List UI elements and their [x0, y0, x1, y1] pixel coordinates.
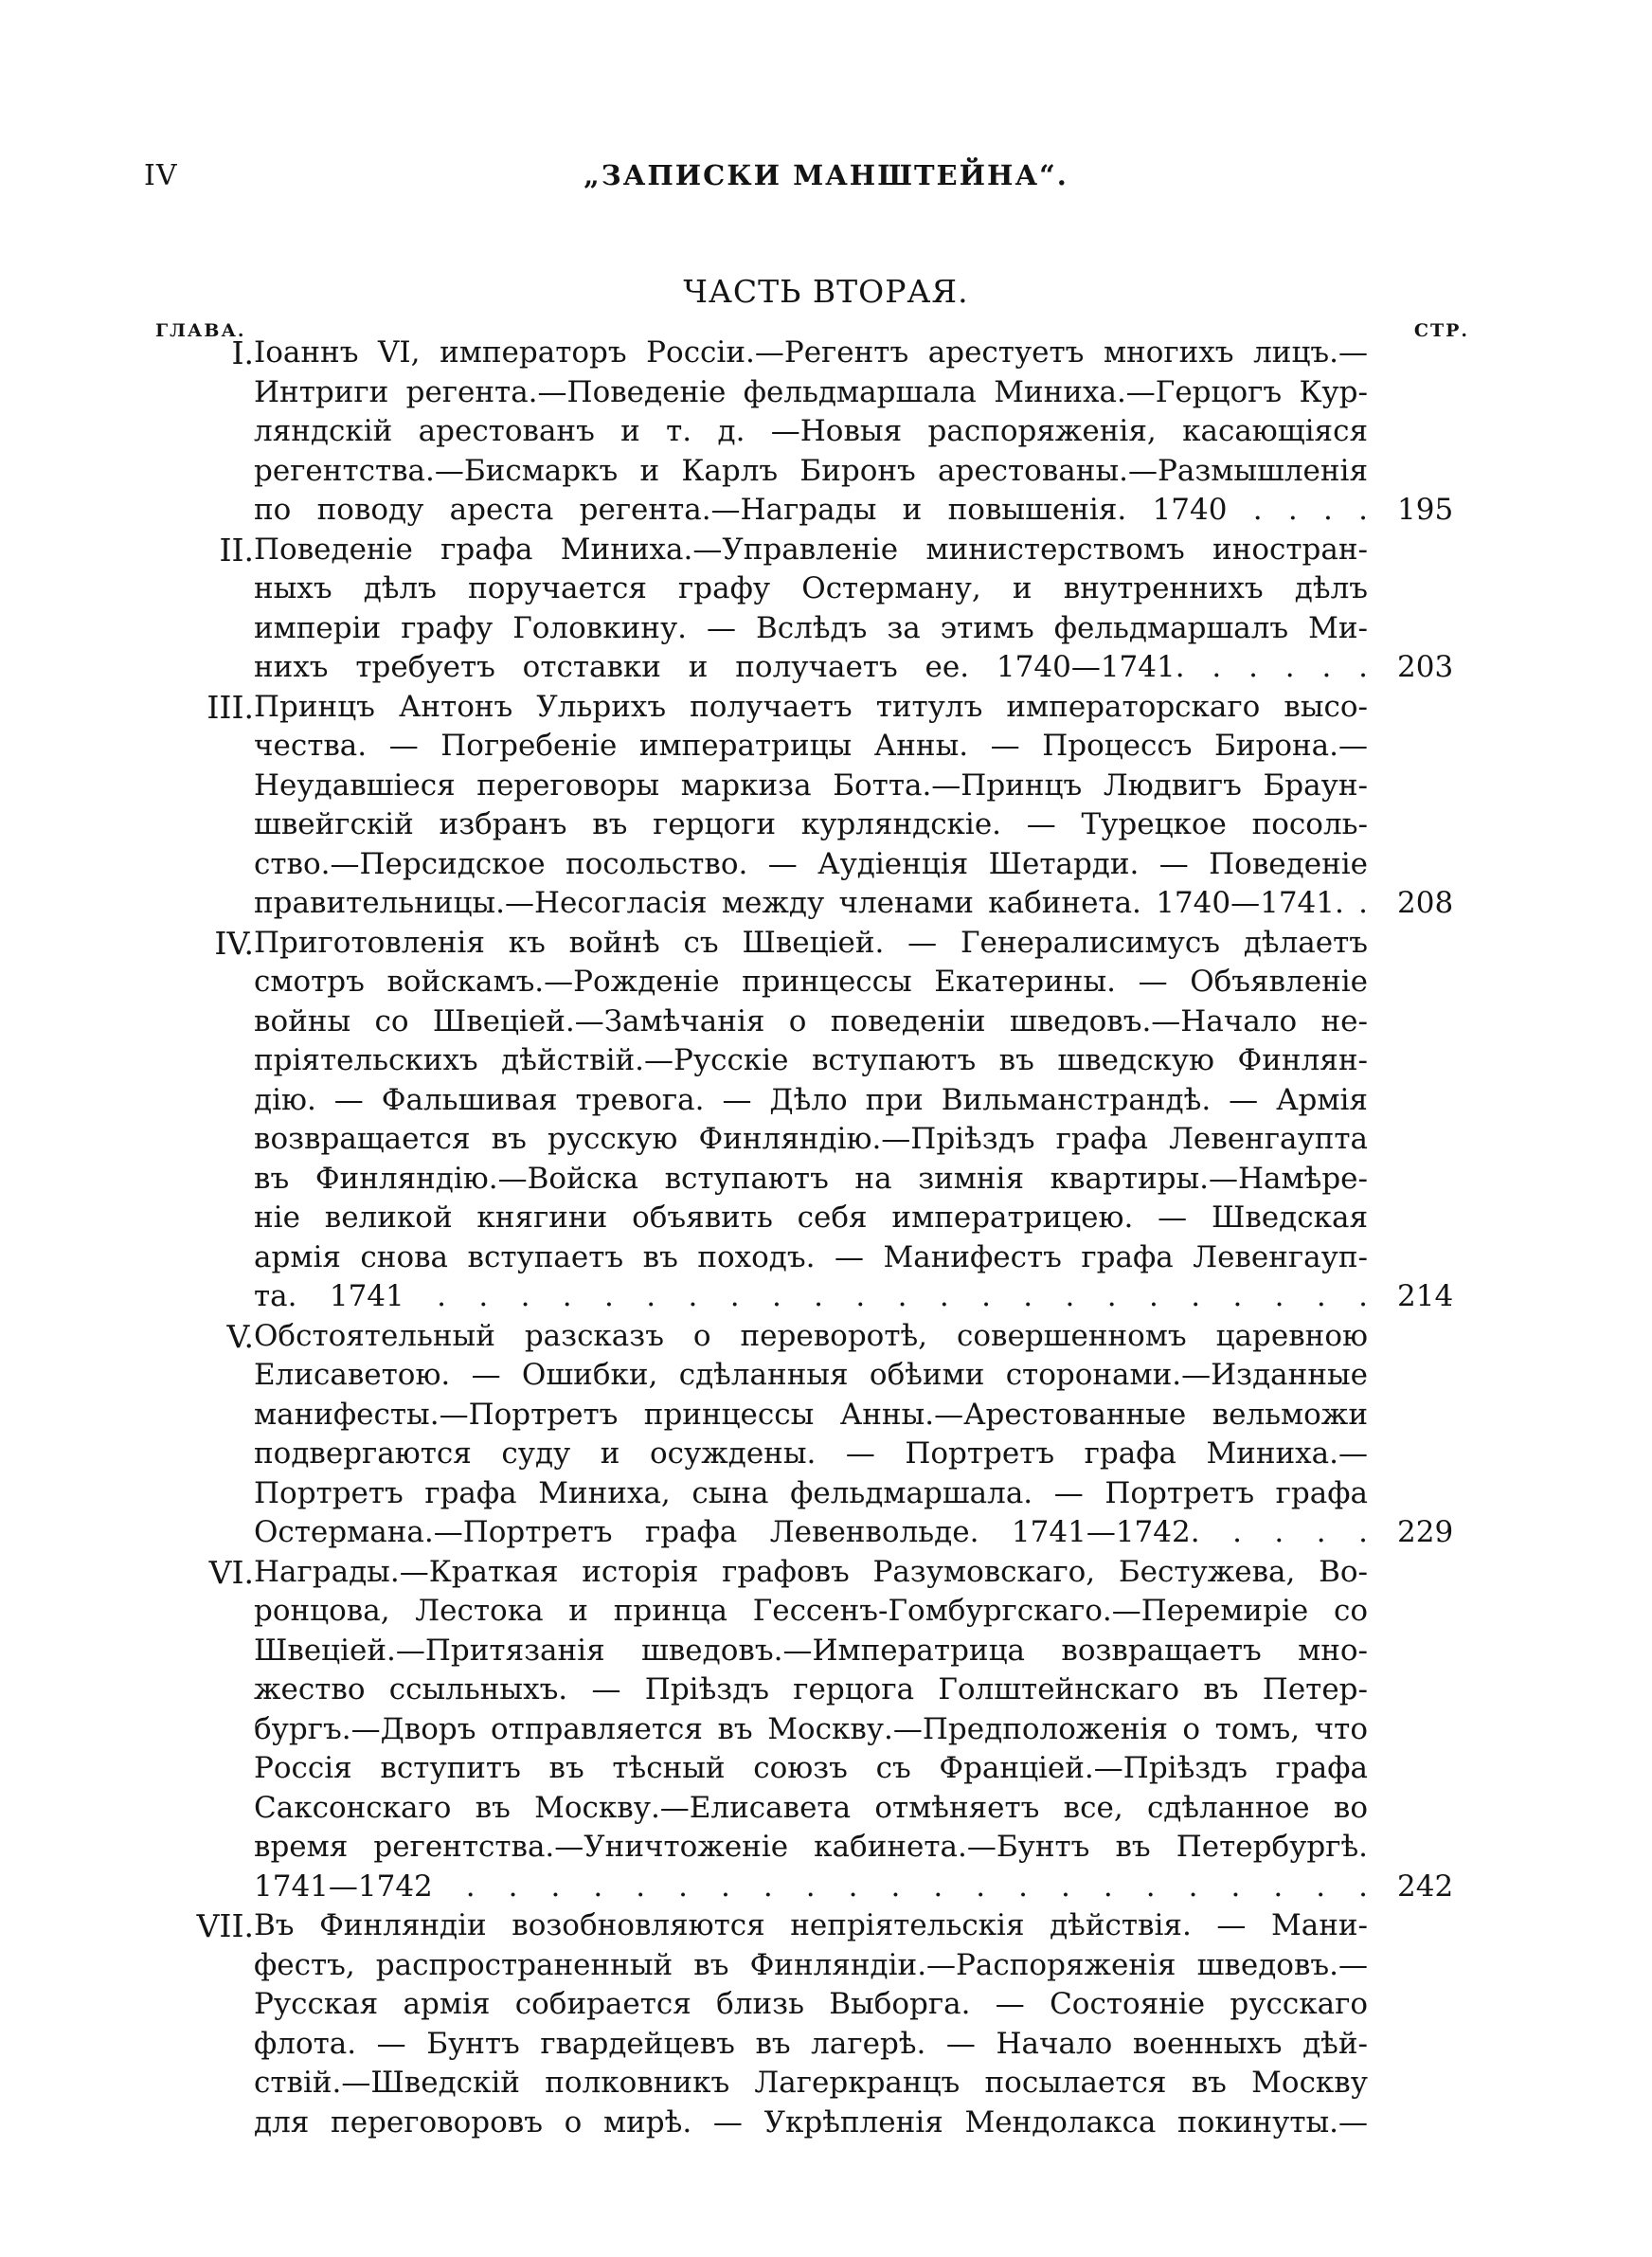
part-title: ЧАСТЬ ВТОРАЯ. [683, 273, 969, 310]
summary-line: войны со Швеціей.—Замѣчанія о поведеніи шведовъ.—Начало не- [254, 1003, 1368, 1038]
page-number: IV [144, 159, 178, 192]
summary-line: Принцъ Антонъ Ульрихъ получаетъ титулъ императорскаго высо- [254, 689, 1368, 724]
summary-line: ронцова, Лестока и принца Гессенъ-Гомбургскаго.—Перемиріе со [254, 1594, 1368, 1628]
book-title: „ЗАПИСКИ МАНШТЕЙНА“. [584, 159, 1068, 191]
chapter-page-number: 203 [1397, 650, 1454, 684]
summary-line: Швеціей.—Притязанія шведовъ.—Императрица возвращаетъ мно- [254, 1633, 1368, 1668]
chapter-number: II. [219, 531, 254, 569]
table-of-contents [0, 334, 1652, 2142]
chapter-summary [254, 688, 1368, 924]
chapter-number: III. [206, 688, 254, 726]
summary-line: регентства.—Бисмаркъ и Карлъ Биронъ арестованы.—Размышленія [254, 453, 1368, 488]
summary-line: Неудавшіеся переговоры маркиза Ботта.—Принцъ Людвигъ Браун- [254, 767, 1368, 803]
summary-line: для переговоровъ о мирѣ. — Укрѣпленія Мендолакса покинуты.— [254, 2104, 1368, 2140]
summary-line: подвергаются суду и осуждены. — Портретъ графа Миниха.— [254, 1436, 1368, 1471]
chapter-summary [254, 924, 1368, 1317]
summary-line: дію. — Фальшивая тревога. — Дѣло при Вильманстрандѣ. — Армія [254, 1082, 1368, 1117]
chapter-summary [254, 531, 1368, 688]
summary-line: швейгскій избранъ въ герцоги курляндскіе. — Турецкое посоль- [254, 807, 1368, 841]
summary-line: чества. — Погребеніе императрицы Анны. — Процессъ Бирона.— [254, 729, 1368, 763]
summary-line: пріятельскихъ дѣйствій.—Русскіе вступаютъ въ шведскую Финлян- [254, 1043, 1368, 1077]
summary-line: бургъ.—Дворъ отправляется въ Москву.—Предположенія о томъ, что [254, 1711, 1368, 1746]
summary-line: манифесты.—Портретъ принцессы Анны.—Арестованные вельможи [254, 1397, 1368, 1432]
summary-line: ныхъ дѣлъ поручается графу Остерману, и внутреннихъ дѣлъ [254, 571, 1368, 605]
summary-line: по поводу ареста регента.—Награды и повышенія. 1740 . . . . [254, 493, 1368, 527]
running-head [144, 159, 1508, 197]
summary-line: ніе великой княгини объявить себя императрицею. — Шведская [254, 1201, 1368, 1235]
chapter-number: IV. [214, 924, 254, 962]
summary-line: Поведеніе графа Миниха.—Управленіе министерствомъ иностран- [254, 532, 1368, 567]
summary-line: Елисаветою. — Ошибки, сдѣланныя обѣими сторонами.—Изданные [254, 1358, 1368, 1392]
summary-line: Обстоятельный разсказъ о переворотѣ, совершенномъ царевною [254, 1318, 1368, 1353]
summary-line: Интриги регента.—Поведеніе фельдмаршала Миниха.—Герцогъ Кур- [254, 374, 1368, 409]
toc-entry [0, 334, 1652, 531]
summary-line: возвращается въ русскую Финляндію.—Пріѣздъ графа Левенгаупта [254, 1122, 1368, 1156]
chapter-summary [254, 1317, 1368, 1553]
chapter-number: VI. [208, 1553, 254, 1591]
summary-line: въ Финляндію.—Войска вступаютъ на зимнія квартиры.—Намѣре- [254, 1161, 1368, 1196]
summary-line: имперіи графу Головкину. — Вслѣдъ за этимъ фельдмаршалъ Ми- [254, 610, 1368, 645]
chapter-page-number: 242 [1397, 1869, 1454, 1904]
summary-line: нихъ требуетъ отставки и получаетъ ее. 1740—1741. . . . . . [254, 650, 1368, 684]
summary-line: армія снова вступаетъ въ походъ. — Манифестъ графа Левенгауп- [254, 1239, 1368, 1274]
toc-entry [0, 1317, 1652, 1553]
summary-line: смотръ войскамъ.—Рожденіе принцессы Екатерины. — Объявленіе [254, 965, 1368, 999]
summary-line: Іоаннъ VI, императоръ Россіи.—Регентъ арестуетъ многихъ лицъ.— [254, 335, 1368, 370]
summary-line: ство.—Персидское посольство. — Аудіенція Шетарди. — Поведеніе [254, 846, 1368, 881]
summary-line: время регентства.—Уничтоженіе кабинета.—Бунтъ въ Петербургѣ. [254, 1830, 1368, 1864]
chapter-column-label: ГЛАВА. [155, 320, 246, 341]
summary-line: Саксонскаго въ Москву.—Елисавета отмѣняетъ все, сдѣланное во [254, 1790, 1368, 1825]
toc-entry [0, 531, 1652, 688]
summary-line: ляндскій арестованъ и т. д. —Новыя распоряженія, касающіяся [254, 414, 1368, 448]
summary-line: та. 1741 . . . . . . . . . . . . . . . . . . . . . . . [254, 1279, 1368, 1313]
summary-line: 1741—1742 . . . . . . . . . . . . . . . . . . . . . . [254, 1869, 1368, 1904]
chapter-summary [254, 1906, 1368, 2142]
chapter-number: I. [231, 334, 254, 371]
page-column-label: СТР. [1413, 320, 1469, 341]
toc-entry [0, 688, 1652, 924]
summary-line: фестъ, распространенный въ Финляндіи.—Распоряженія шведовъ.— [254, 1947, 1368, 1982]
chapter-summary [254, 1553, 1368, 1907]
summary-line: ствій.—Шведскій полковникъ Лагеркранцъ посылается въ Москву [254, 2066, 1368, 2100]
summary-line: Приготовленія къ войнѣ съ Швеціей. — Генералисимусъ дѣлаетъ [254, 925, 1368, 960]
chapter-number: V. [226, 1317, 254, 1355]
chapter-page-number: 214 [1397, 1279, 1454, 1313]
summary-line: Россія вступитъ въ тѣсный союзъ съ Франціей.—Пріѣздъ графа [254, 1751, 1368, 1785]
summary-line: жество ссыльныхъ. — Пріѣздъ герцога Голштейнскаго въ Петер- [254, 1672, 1368, 1706]
toc-entry [0, 1553, 1652, 1907]
summary-line: Награды.—Краткая исторія графовъ Разумовскаго, Бестужева, Во- [254, 1554, 1368, 1589]
chapter-page-number: 195 [1397, 493, 1454, 527]
toc-entry [0, 924, 1652, 1317]
summary-line: Портретъ графа Миниха, сына фельдмаршала. — Портретъ графа [254, 1475, 1368, 1510]
summary-line: Въ Финляндіи возобновляются непріятельскія дѣйствія. — Мани- [254, 1908, 1368, 1942]
chapter-summary [254, 334, 1368, 531]
summary-line: правительницы.—Несогласія между членами кабинета. 1740—1741. . [254, 886, 1368, 920]
chapter-page-number: 229 [1397, 1515, 1454, 1549]
toc-entry [0, 1906, 1652, 2142]
chapter-page-number: 208 [1397, 886, 1454, 920]
summary-line: флота. — Бунтъ гвардейцевъ въ лагерѣ. — Начало военныхъ дѣй- [254, 2026, 1368, 2061]
chapter-number: VII. [196, 1907, 254, 1944]
summary-line: Русская армія собирается близь Выборга. — Состояніе русскаго [254, 1987, 1368, 2021]
summary-line: Остермана.—Портретъ графа Левенвольде. 1741—1742. . . . . [254, 1515, 1368, 1549]
